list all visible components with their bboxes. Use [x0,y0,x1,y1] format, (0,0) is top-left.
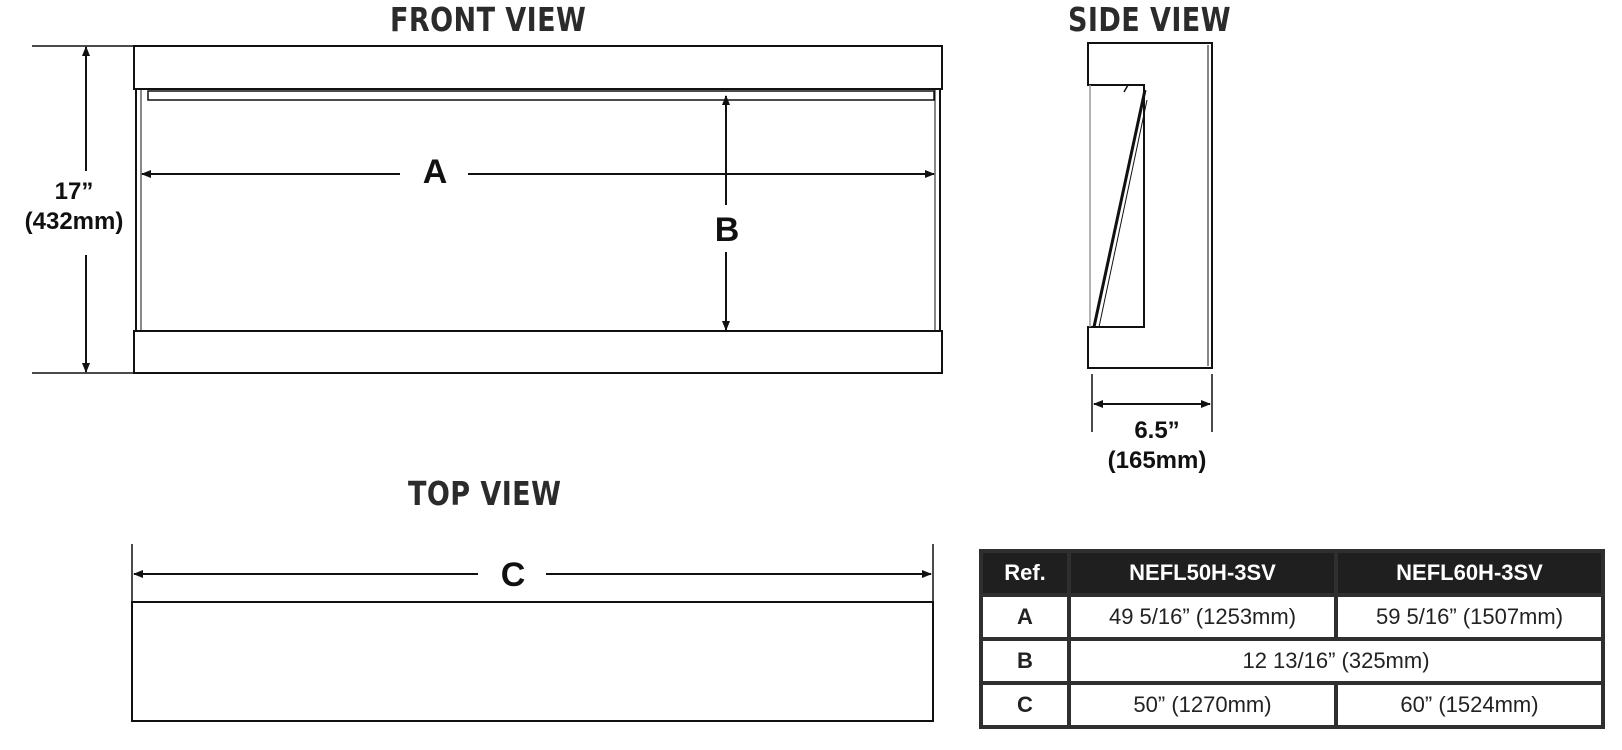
table-header-row [983,553,1601,593]
row-b-ref: B [983,641,1067,681]
depth-label [1102,416,1212,476]
row-a-nefl60h: 59 5/16” (1507mm) [1338,597,1601,637]
header-nefl60h: NEFL60H-3SV [1338,553,1601,593]
depth-imperial: 6.5” [1134,417,1180,444]
front-view-drawing [32,46,942,373]
ref-b-label: B [714,211,740,249]
row-c-nefl60h: 60” (1524mm) [1338,685,1601,725]
ref-a-label: A [422,153,448,191]
row-c-nefl50h: 50” (1270mm) [1071,685,1334,725]
row-a-nefl50h: 49 5/16” (1253mm) [1071,597,1334,637]
height-label [14,177,134,237]
ref-c-label: C [500,556,526,594]
front-bottom-bar [134,331,942,373]
table-row [983,685,1601,725]
row-b-shared: 12 13/16” (325mm) [1071,641,1601,681]
front-trim-strip [148,91,934,100]
table-row [983,641,1601,681]
side-profile-outline [1088,43,1212,368]
side-view-drawing [1088,43,1212,432]
table-row [983,597,1601,637]
row-a-ref: A [983,597,1067,637]
side-glass-diagonal [1094,90,1145,327]
top-outline [132,602,933,721]
height-imperial: 17” [54,178,94,205]
header-ref: Ref. [983,553,1067,593]
row-c-ref: C [983,685,1067,725]
depth-metric: (165mm) [1107,447,1207,474]
height-metric: (432mm) [24,208,124,235]
header-nefl50h: NEFL50H-3SV [1071,553,1334,593]
side-view-title: SIDE VIEW [1068,0,1231,39]
side-glass-diagonal-inner [1099,100,1147,327]
side-glass-tick [1124,85,1128,92]
top-view-title: TOP VIEW [408,474,562,513]
front-view-title: FRONT VIEW [390,0,587,39]
dimensions-table [979,549,1605,729]
front-top-bar [134,46,942,89]
